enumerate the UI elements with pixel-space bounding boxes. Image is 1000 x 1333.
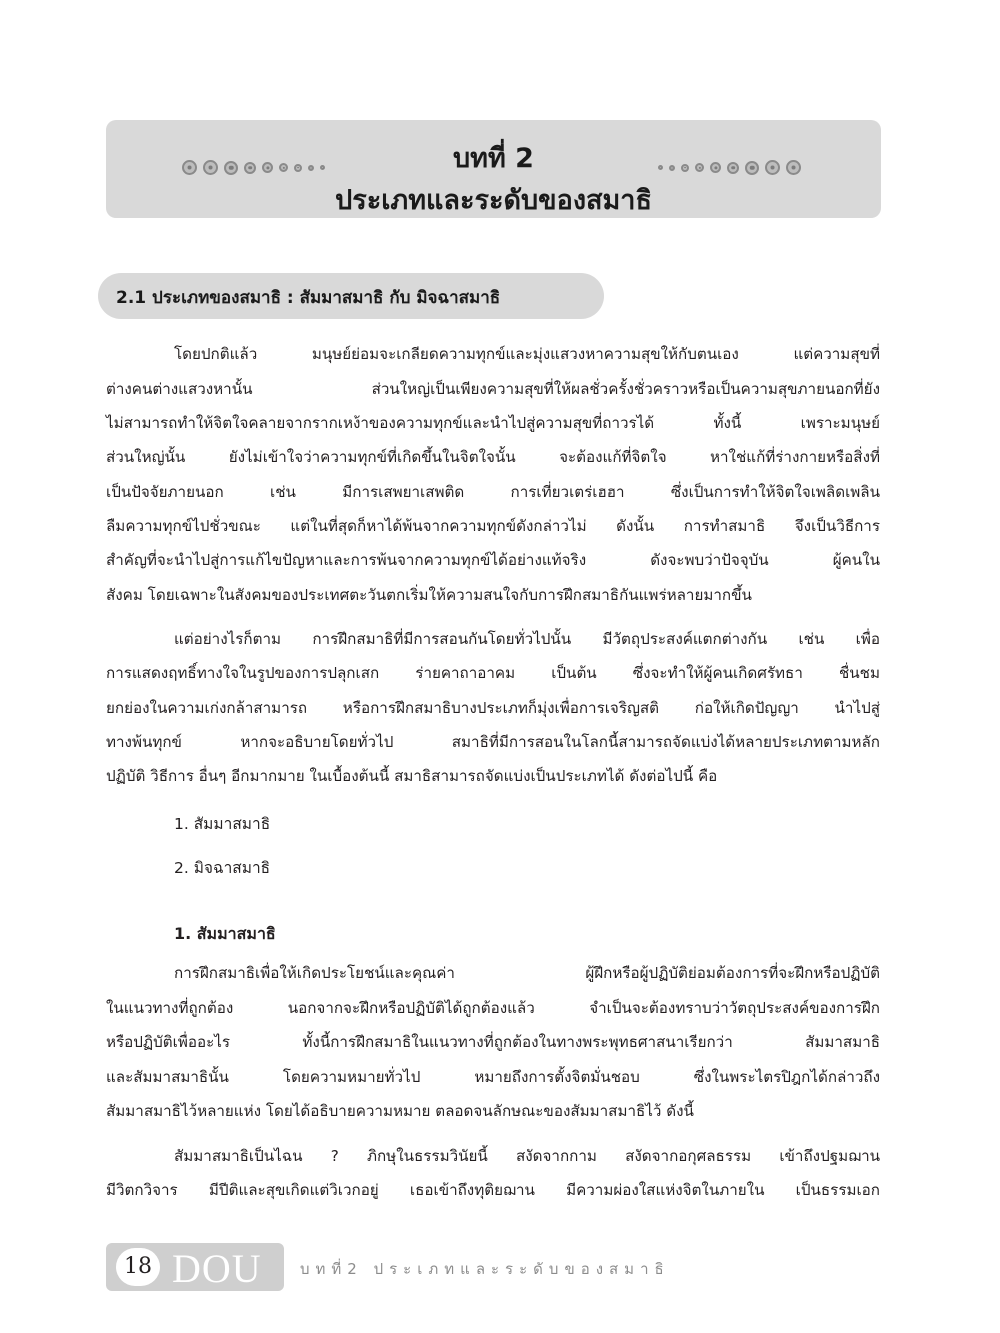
body-line: โดยปกติแล้ว มนุษย์ย่อมจะเกลียดความทุกข์และมุ่งแสวงหาความสุขให้กับตนเอง แต่ความสุขที่ (174, 345, 880, 363)
list-item: 2. มิจฉาสมาธิ (174, 859, 271, 877)
page-number: 18 (116, 1248, 160, 1286)
body-line: ทางพ้นทุกข์ หากจะอธิบายโดยทั่วไป สมาธิที่มีการสอนในโลกนี้สามารถจัดแบ่งได้หลายประเภทตามหลัก (106, 733, 880, 751)
body-line: สำคัญที่จะนำไปสู่การแก้ไขปัญหาและการพ้นจากความทุกข์ได้อย่างแท้จริง ดังจะพบว่าปัจจุบัน ผู้คนใน (106, 551, 880, 569)
body-line: หรือปฏิบัติเพื่ออะไร ทั้งนี้การฝึกสมาธิในแนวทางที่ถูกต้องในทางพระพุทธศาสนาเรียกว่า สัมมาสมาธิ (106, 1033, 880, 1051)
chapter-header (106, 120, 881, 218)
chapter-title: ประเภทและระดับของสมาธิ (335, 185, 652, 216)
dot-icon (669, 165, 675, 171)
list-item: 1. สัมมาสมาธิ (174, 815, 271, 833)
dot-icon (710, 162, 721, 173)
body-line: และสัมมาสมาธินั้น โดยความหมายทั่วไป หมายถึงการตั้งจิตมั่นชอบ ซึ่งในพระไตรปิฎกได้กล่าวถึง (106, 1068, 880, 1086)
dot-icon (658, 165, 663, 170)
body-line: ไม่สามารถทำให้จิตใจคลายจากรากเหง้าของความทุกข์และนำไปสู่ความสุขที่ถาวรได้ ทั้งนี้ เพราะมนุษย์ (106, 414, 880, 432)
body-line: มีวิตกวิจาร มีปีติและสุขเกิดแต่วิเวกอยู่ เธอเข้าถึงทุติยฌาน มีความผ่องใสแห่งจิตในภายใน เป็นธรรมเอก (106, 1181, 880, 1199)
section-heading-text: 2.1 ประเภทของสมาธิ : สัมมาสมาธิ กับ มิจฉาสมาธิ (116, 288, 501, 308)
body-line: เป็นปัจจัยภายนอก เช่น มีการเสพยาเสพติด การเที่ยวเตร่เฮฮา ซึ่งเป็นการทำให้จิตใจเพลิดเพลิน (106, 483, 880, 501)
body-line: สัมมาสมาธิเป็นไฉน ? ภิกษุในธรรมวินัยนี้ สงัดจากกาม สงัดจากอกุศลธรรม เข้าถึงปฐมฌาน (174, 1147, 880, 1165)
dot-icon (681, 164, 689, 172)
body-line: ลืมความทุกข์ไปชั่วขณะ แต่ในที่สุดก็หาได้พ้นจากความทุกข์ดังกล่าวไม่ ดังนั้น การทำสมาธิ จึงเป็นวิธีการ (106, 517, 880, 535)
footer-caption: บทที่2 ประเภทและระดับของสมาธิ (300, 1260, 670, 1278)
body-line: สังคม โดยเฉพาะในสังคมของประเทศตะวันตกเริ่มให้ความสนใจกับการฝึกสมาธิกันแพร่หลายมากขึ้น (106, 586, 752, 604)
dot-icon (786, 160, 801, 175)
decorative-dots-right (658, 160, 801, 175)
body-line: แต่อย่างไรก็ตาม การฝึกสมาธิที่มีการสอนกันโดยทั่วไปนั้น มีวัตถุประสงค์แตกต่างกัน เช่น เพื่อ (174, 630, 880, 648)
dot-icon (745, 161, 759, 175)
footer-badge (106, 1243, 284, 1291)
body-line: สัมมาสมาธิไว้หลายแห่ง โดยได้อธิบายความหมาย ตลอดจนลักษณะของสัมมาสมาธิไว้ ดังนี้ (106, 1102, 694, 1120)
body-line: ในแนวทางที่ถูกต้อง นอกจากจะฝึกหรือปฏิบัติได้ถูกต้องแล้ว จำเป็นจะต้องทราบว่าวัตถุประสงค์ของการฝึก (106, 999, 880, 1017)
section-heading (98, 273, 604, 319)
body-line: ต่างคนต่างแสวงหานั้น ส่วนใหญ่เป็นเพียงความสุขที่ให้ผลชั่วครั้งชั่วคราวหรือเป็นความสุขภายนอกที่ยัง (106, 380, 880, 398)
body-line: การแสดงฤทธิ์ทางใจในรูปของการปลุกเสก ร่ายคาถาอาคม เป็นต้น ซึ่งจะทำให้ผู้คนเกิดศรัทธา ชื่นชม (106, 664, 880, 682)
dou-logo: DOU (172, 1246, 262, 1291)
dot-icon (765, 160, 780, 175)
body-line: ส่วนใหญ่นั้น ยังไม่เข้าใจว่าความทุกข์ที่เกิดขึ้นในจิตใจนั้น จะต้องแก้ที่จิตใจ หาใช่แก้ที่ร่างกายหรือสิ่งที่ (106, 448, 880, 466)
subheading: 1. สัมมาสมาธิ (174, 924, 276, 943)
body-line: การฝึกสมาธิเพื่อให้เกิดประโยชน์และคุณค่า ผู้ฝึกหรือผู้ปฏิบัติย่อมต้องการที่จะฝึกหรือปฏิบัติ (174, 964, 880, 982)
dot-icon (727, 162, 739, 174)
chapter-number: บทที่ 2 (453, 143, 534, 174)
body-line: ปฏิบัติ วิธีการ อื่นๆ อีกมากมาย ในเบื้องต้นนี้ สมาธิสามารถจัดแบ่งเป็นประเภทได้ ดังต่อไปนี้ คือ (106, 767, 718, 785)
dot-icon (695, 163, 704, 172)
body-line: ยกย่องในความเก่งกล้าสามารถ หรือการฝึกสมาธิบางประเภทก็มุ่งเพื่อการเจริญสติ ก่อให้เกิดปัญญา นำไปสู่ (106, 699, 880, 717)
